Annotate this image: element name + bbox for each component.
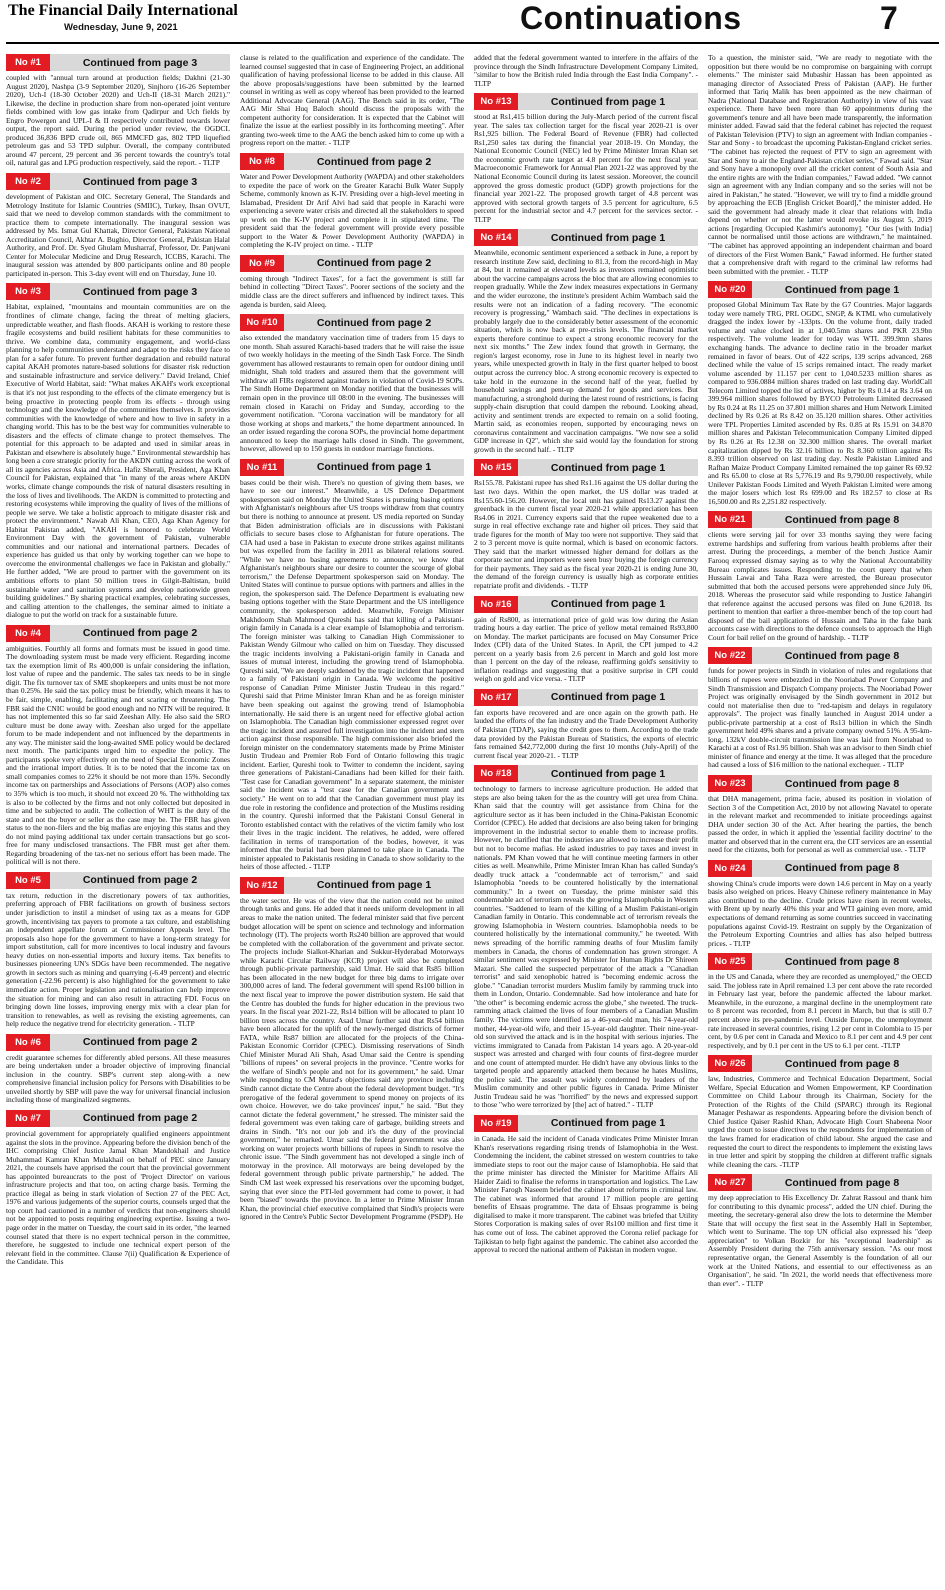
story-number: No #15 [474,459,518,476]
story [708,860,932,948]
story-number: No #22 [708,647,752,664]
story-body: added that the federal government wanted to interfere in the affairs of the province through the Sindh Infrastructure Development Company Limited, "similar to how the British ruled India through the East India Company". - TLTP [474,54,698,88]
continued-heading: Continued from page 1 [518,229,698,246]
story-number: No #10 [240,314,284,331]
column-4 [708,54,932,1584]
story [240,255,464,309]
continued-heading: Continued from page 2 [284,314,464,331]
story [474,54,698,88]
story [708,54,932,276]
continued-heading: Continued from page 8 [752,1174,932,1191]
story-number: No #19 [474,1115,518,1132]
story-header [6,283,230,300]
story [474,229,698,454]
issue-date: Wednesday, June 9, 2021 [64,22,178,33]
continued-heading: Continued from page 1 [284,459,464,476]
story [708,647,932,770]
story [240,877,464,1222]
story [6,872,230,1029]
story-body: that DHA management, prima facie, abused its position in violation of Section 3 of the Competition Act, 2010 by not allowing Navatel to operate in the relevant market and recommended to initiate proceedings against DHA under section 30 of the Act. After hearing the parties, the bench passed the order, in which it applied the 'essential facility doctrine' to the matter and observed that in the current era, the CIT services are an essential need for the citizens, both for personal as well as commercial use. - TLTP [708,794,932,855]
continued-heading: Continued from page 8 [752,775,932,792]
story [474,459,698,590]
continued-heading: Continued from page 8 [752,511,932,528]
story-header [6,1034,230,1051]
story-number: No #4 [6,625,50,642]
story-body: Meanwhile, economic sentiment experienced a setback in June, a report by research institute Zew said, declining to 81.3, from the record-high in May at 84, but it remained at elevated levels as investors remained optimistic about the vaccine campaigns across the bloc that are allowing economies to reopen gradually. While the Zew index measures expectations in Germany and the wider eurozone, the institute's president Achim Wambach said the results were not an indication of a fading recovery. "The economic recovery is progressing," Wambach said. "The declines in expectations is probably largely due to the considerably better assessment of the economic situation, which is now back at pre-crisis levels. The financial market experts therefore continue to expect a strong economic recovery for the next six months." The Zew index found that growth in Germany, the region's largest economy, rose in June to its highest level in nearly two years, while unexpected growth in Italy in the first quarter helped to boost output across the currency bloc. A strong economic recovery is expected to take hold in the eurozone in the second half of the year, fuelled by household savings and pent-up demand for goods and services. But manufacturing, a stronghold during the latest round of restrictions, is facing supply-chain disruption that could dampen the rebound. Looking ahead, activity and sentiment trends are expected to remain on a solid footing, Martin said, as economies reopen, supported by encouraging news on coronavirus containment and vaccination campaigns. "We now see a solid GDP increase in Q2", which she said would lay the foundation for strong growth in the second half. - TLTP [474,248,698,454]
story [708,511,932,642]
story-body: the water sector. He was of the view that the nation could not be united through tanks and guns. He added that it needs uniform development in all areas to make the nation united. The federal minister said that five percent budget allocation will be spent on science and technology and information technology (IT). The projects worth Rs240 billion are approved that would be completed with the collaboration of the government and private sector. The projects include Sialkot-Kharian and Sukkur-Hyderabad Motorways while Karachi Circular Railway (KCR) project will also be completed through public-private partnership, said Umar. He said that Rs85 billion has been allocated in the new budget for three big dams to irrigate over 300,000 acres of land. The federal government will spend Rs100 billion in the next fiscal year to improve the power distribution system. He said that the Centre has doubled the funds for higher education in the previous two years. In the fiscal year 2021-22, Rs14 billion will be allocated to plant 10 billion trees across the country. Asad Umar further said that Rs54 billion have been allocated for the uplift of the newly-merged districts of former FATA, while Rs87 billion are allocated for the projects of the China-Pakistan Economic Corridor (CPEC). Dismissing reservations of Sindh Chief Minister Murad Ali Shah, Asad Umar said the Centre is spending "billions of rupees" on several projects in the province. "Centre works for the welfare of Sindh's people and not for its government," he said. Umar while responding to CM Murad's objections said any province including Sindh cannot dictate the Centre about the federal development budget. "It's prerogative of the federal government to spend money on projects of its own choice. However, we do take provinces' input," he said. "But they cannot dictate the federal government," he stressed. The minister said the federal government was even taking care of garbage, building streets and drains in Sindh. "It's not our job and it's the duty of the provincial government," he remarked. Umar said the federal government was also working on water projects worth billions of rupees in Sindh to resolve the chronic issue. "The Sindh government has not developed a single inch of motorway in the province. All motorways are being developed by the federal government through public private partnership," he added. The Sindh CM last week expressed his reservations over the upcoming budget, saying that ever since the PTI-led government had come to power, it had been "biased" towards the province. In a letter to Prime Minister Imran Khan, the provincial chief executive complained that Sindh's projects were ignored in the Centre's Public Sector Development Programme (PSDP). He [240,895,464,1222]
continued-heading: Continued from page 2 [50,1110,230,1127]
story-body: fan exports have recovered and are once again on the growth path. He lauded the efforts of the fan industry and the Trade Development Authority of Pakistan (TDAP), saying the credit goes to them. According to the trade data provided by the Pakistan Bureau of Statistics, the exports of electric fans remained $42,772,000 during the first 10 months (July-April) of the current fiscal year 2020-21. - TLTP [474,707,698,760]
story-header [708,511,932,528]
story [6,625,230,867]
continued-heading: Continued from page 8 [752,953,932,970]
continued-heading: Continued from page 1 [518,689,698,706]
story-body: tax return, reduction in the discretionary powers of tax authorities, preferring approach of FBR facilitations on growth of business sectors under jurisdiction to instil a mindset of using tax as a means for GDP growth, incentivising tax payers to promote a tax culture, and establishing an independent appellate forum at Commissioner Appeals level. The proposals also hope for the government to have a long-term strategy for import substitution, call for more incentives to local industry and favours heavy duties on non-essential imports and luxury items. Tax benefits to businesses pioneering UN's SDGs have been recommended. The negative growth in sectors such as mining and quarrying (-6.49 percent) and electric generation (-22.96 percent) is also highlighted for the government to take immediate action. Proper legislation and rationalisation can help improve the situation for mining and can also result in attracting FDI. Focus on bringing down line losses, improving energy mix with a clear plan for transition to renewables, as well as revising the existing agreements, can help reduce the negative trend for electricity generation. - TLTP [6,890,230,1029]
story-number: No #17 [474,689,518,706]
page-number: 7 [880,0,898,36]
story-header [6,54,230,71]
continued-heading: Continued from page 1 [518,1115,698,1132]
story-header [474,1115,698,1132]
story-header [708,775,932,792]
story-number: No #6 [6,1034,50,1051]
continued-heading: Continued from page 1 [518,459,698,476]
story-number: No #25 [708,953,752,970]
story-header [474,93,698,110]
continued-heading: Continued from page 8 [752,1055,932,1072]
story [240,459,464,872]
story-number: No #24 [708,860,752,877]
story-header [708,647,932,664]
story-body: my deep appreciation to His Excellency Dr. Zahrat Rassoul and thank him for contributing to this dynamic process", added the UN chief. During the meeting, the secretary-general also drew the lots to determine the Member State that will occupy the first seat in the Assembly Hall in September, which went to Suriname. The top UN official also expressed his "deep appreciation" to Volkan Bozkir for his "exceptional leadership" as Assembly President during the 75th anniversary session. "As our most representative organ, the General Assembly is the foundation of all our work at the United Nations, and essential to our effectiveness as an Organisation", he said. "In 2021, the world needs that effectiveness more than ever". - TLTP [708,1193,932,1288]
story-number: No #21 [708,511,752,528]
story [708,953,932,1050]
story-number: No #1 [6,54,50,71]
story [6,1034,230,1105]
section-title: Continuations [520,0,742,36]
story [474,689,698,760]
story-body: bases could be their wish. There's no question of giving them bases, we have to see our interest." Meanwhile, a US Defence Department spokesperson said on Monday the United States is pursuing basing options with Afghanistan's neighbours after US troops withdraw from that country but there is nothing to announce at present. US media reported on Sunday that Biden administration officials are in discussions with Pakistani officials to secure bases close to Afghanistan for future operations. The CIA had used a base in Pakistan to execute drone strikes against militants but was expelled from the facility in 2011 as bilateral relations soured. "While we have no basing agreements to announce, we know that Afghanistan's neighbours share our desire to counter the scourge of global terrorism," the Defense Department spokesperson said on Monday. The United States will continue to pursue options with partners and allies in the region, the spokesperson said. The Defence Department is evaluating new basing options together with the State Department and the US intelligence community, the spokesperson added. Meanwhile, Foreign Minister Makhdoom Shah Mahmood Qureshi has said that killing of a Pakistani-origin family in Canada is a clear example of Islamophobia and terrorism. The foreign minister was talking to Canadian High Commissioner to Pakistan Wendy Gilmour who called on him on Tuesday. They discussed the tragic incidents involving a Pakistani-origin family in Canada and issues of mutual interest, including the growing trend of Islamophobia. Qureshi said, "We are deeply saddened by the tragic incident that happened to a family of Pakistani origin in Canada. We welcome the positive response of Canadian Prime Minister Justin Trudeau in this regard." Qureshi said that Prime Minister Imran Khan and he as foreign minister have been speaking out against the growing trend of Islamophobia internationally. He said there is an urgent need for effective global action on Islamophobia. The Canadian high commissioner expressed regret over the tragic incident and assured full investigation into the incident and stern action against those responsible. The high commissioner also briefed the foreign minister on the condemnatory statements made by Prime Minister Justin Trudeau and Premier Rob Ford of Ontario following this tragic incident. Earlier, Qureshi took to Twitter to condemn the incident, saying three generations of Pakistani-Canadians had been killed for their faith. "Test case for Canadian government" In a separate statement, the minister said the incident was a "test case for the Canadian government and society." He went on to add that the Canadian government must play its due role in restoring the confidence and protection of the Muslims residing in the country. Qureshi informed that the Pakistani Consul General in Toronto established contact with the relatives of the victim family who lost their lives in the tragic incident. The relatives, he added, were offered facilitation in terms of transportation of the bodies, however, it was informed that the burial had been planned to take place in Canada. The minister appealed to Pakistanis residing in Canada to show solidarity to the heirs of those affected. - TLTP [240,477,464,872]
story-number: No #27 [708,1174,752,1191]
story-header [708,860,932,877]
story-header [708,1174,932,1191]
story-number: No #23 [708,775,752,792]
story-header [708,953,932,970]
story-number: No #3 [6,283,50,300]
continued-heading: Continued from page 2 [50,872,230,889]
continued-heading: Continued from page 2 [284,153,464,170]
story-header [240,459,464,476]
story-body: credit guarantee schemes for differently abled persons. All these measures are being undertaken under a broader objective of improving financial inclusion in the country. SBP's current step along-with a new comprehensive financial inclusion policy for Persons with Disabilities to be unveiled shortly by SBP will pave the way for universal financial inclusion including those of marginalized segments. [6,1052,230,1105]
continued-heading: Continued from page 1 [518,596,698,613]
story [240,153,464,250]
story [708,281,932,506]
story-body: law, Industries, Commerce and Technical Education Department, Social Welfare, Special Education and Women Empowerment, KP Coordination Committee on Child Labour through its Chairman, Society for the Protection of the Rights of the Child (SPARC) through its Regional Manager Peshawar as respondents. Appearing before the division bench of Chief Justice Qaiser Rashid Khan, Advocate High Court Shabeena Noor urged the court to issue directives to the respondents for implementation of the laws framed for eradication of child labour. She argued the case and requested the court to direct the respondents to implement the existing laws in true letter and spirit by stopping the children at different traffic signals while cleaning the cars. -TLTP [708,1074,932,1169]
story-body: development of Pakistan and OIC. Secretary General, The Standards and Metrology Institute for Islamic Countries (SMIIC), Turkey, Ihsan OVUT, said that we need to develop common standards with the commitment to practice them to compete internationally. The inaugural session was addressed by Ms. Ismat Gul Khattak, Director General, Pakistan National Accreditation Council, Akhtar A. Bughio, Director General, Pakistan Halal Authority, and Prof. Dr. Syed Ghulam Musharraf, Professor, Dr. Panjwani Center for Molecular Medicine and Drug Research, ICCBS, Karachi. The inaugural session was attended by 800 participants online and 80 people participated in-person. This 3-day event will end on Thursday, June 10. [6,192,230,278]
story-body: ambiguities. Fourthly all forms and formats must be issued in good time. The downloading system must be made very efficient. Regarding income tax the exemption limit of Rs 400,000 is unfair considering the inflation, lost value of rupee and the pandemic. The sales tax needs to be in single digit. The fix turnover tax of SME shopkeepers and units must be not more than 0.25%. He said the tax policy must be friendly, which means it has to be fair, simple, enabling, facilitating and not scaring or threatening. The FBR said the CNIC would be good enough and no NTN will be required. It has not implemented this so far said Zeeshan Ally. He also said the SRO culture must be done away with. Zeeshan also urged for the appellate forum to be made independent and not influenced by the departments in any way. The minister said the long-awaited SME policy would be declared next month. The participants urged him to expedite the policy. The participants spoke very effectively on the need of Special Economic Zones and the irrational import duties. It is to be noted that the income tax on small companies comes to 22% it should be not more than 15%. Secondly income tax on partnerships and Associations of Persons (AOP) also comes to 35% which is too much, it should not exceed 20 %. The withholding tax is also to be collected by the firms and not only collected but deposited in time and be subjected to audit. The collection of WHT is the duty of the state and not the buyer or seller as the case may be. The FBR has given status to the non-filers and the big mafias are enjoying this status and they do not mind paying additional tax under certain transactions but go scot-free for many undisclosed transactions. The FBR must get after them. Regarding broadening of the tax-net no serious effort has been made. The political will is not there. [6,643,230,867]
story [708,1174,932,1288]
continued-heading: Continued from page 2 [50,1034,230,1051]
story-body: Habitat, explained, "mountains and mountain communities are on the frontlines of climate change, facing the threat of melting glaciers, unpredictable weather, and flash floods. AKAH is working to restore these fragile ecosystems and build resilient habitats for these communities to thrive. We combine data, community engagement, and world-class planning to help communities understand and adapt to the risks they face to plan for a safer future. To prevent further degradation and rebuild natural capital AKAH promotes nature-based solutions for disaster risk reduction and sustainable infrastructure and service delivery." David Ireland, Chief Executive of World Habitat, said: "What makes AKAH's work exceptional is that it's not just responding to the effects of the climate emergency but is being proactive in protecting people from its effects - through using technology and the knowledge of the communities themselves. It provides communities with the knowledge of where and how to live in safety in a changing world. This has to be the best way for communities vulnerable to disasters and the effects of climate change to protect themselves. The potential for this approach to be adapted and used in similar areas in Pakistan and elsewhere is absolutely huge." Environmental stewardship has long been a core strategic priority for the AKDN cutting across the work of all its agencies across Asia and Africa. Hafiz Sherali, President, Aga Khan Council for Pakistan, explained that "in many of the areas where AKDN works, climate change compounds the risk of natural disasters resulting in the loss of lives and livelihoods. The AKDN is committed to protecting and restoring ecosystems while improving the quality of lives of the millions of people we serve. We take a holistic approach to mitigate disaster risk and protect the environment." Nawab Ali Khan, CEO, Aga Khan Agency for Habitat Pakistan added, "AKAH is honored to celebrate World Environment Day with the government of Pakistan, vulnerable communities and our national and international partners. Decades of experience has guided us that only by working together can we hope to overcome the environmental challenges we face in Pakistan and globally." He further added, "We are proud to partner with the government on its ambitious efforts to plant 50 million trees in Gilgit-Baltistan, build sustainable water and sanitation systems and develop nationwide green building guidelines." By sharing practical examples, celebrating successes, and calling attention to the challenges, the seminar aimed to initiate a dialogue to put the world on track for a sustainable future. [6,302,230,620]
story-body: Water and Power Development Authority (WAPDA) and other stakeholders to expedite the pace of work on the Greater Karachi Bulk Water Supply Scheme, commonly known as K-IV. Presiding over a high-level meeting in Islamabad, President Dr Arif Alvi had said that people in Karachi were experiencing a severe water crisis and directed all the stakeholders to speed up work on the K-IV project and complete it in stipulated time. The president said that the federal government will provide every possible support to the Water & Power Development Authority (WAPDA) in completing the K-IV project on time. - TLTP [240,172,464,250]
story [474,93,698,224]
masthead-rule [6,42,939,44]
story-header [240,153,464,170]
story-number: No #2 [6,173,50,190]
story-number: No #20 [708,281,752,298]
story-number: No #7 [6,1110,50,1127]
column-1 [6,54,230,1584]
story [474,765,698,1110]
story-number: No #16 [474,596,518,613]
continued-heading: Continued from page 3 [50,283,230,300]
story [6,1110,230,1267]
story [6,173,230,278]
continued-heading: Continued from page 1 [518,93,698,110]
continued-heading: Continued from page 8 [752,647,932,664]
story-number: No #9 [240,255,284,272]
column-3 [474,54,698,1584]
story-header [474,229,698,246]
story-header [240,255,464,272]
story-number: No #5 [6,872,50,889]
story-header [474,765,698,782]
continued-heading: Continued from page 1 [518,765,698,782]
story-header [6,625,230,642]
continued-heading: Continued from page 1 [752,281,932,298]
continued-heading: Continued from page 2 [50,625,230,642]
story-body: clause is related to the qualification and experience of the candidate. The learned counsel suggested that in case of Engineering Project, an additional qualification of having professional license to be added in this clause. All the above proposals/suggestions have been submitted by the learned counsel in writing as well as copy whereof has been provided to the learned Additional Advocate General (AAG). The Bench said in its order, "The AAG Mir Shai Huq Baloch should discuss the proposals with the competent authority for consideration. It is expected that the Cabinet will finalize the issue at the earliest possibly in its forthcoming meeting". After granting two-week time to the AAG the bench asked him to come up with a progress report on the matter. - TLTP [240,54,464,148]
story-number: No #11 [240,459,284,476]
story-body: clients were serving jail for over 33 months saying they were facing extreme hardships and suffering from various health problems after their arrest. During the proceedings, a member of the bench Justice Aamir Farooq expressed dismay saying as to why the National Accountability Bureau complicates issues. Responding to the court query that when Hussain Lawai and Taha Raza were arrested, the Bureau prosecutor submitted that both the accused persons were apprehended since July 06, 2018. Whereas the prosecutor said while responding to Justice Jahangiri that reference against the accused persons was filed on June 6,2018. Its pertinent to mention that earlier a three-member bench of the top court had disposed of the bail applications of Hussain and Taha in the fake bank accounts case with directions to the defence counsels to approach the High Court for bail relief on the ground of hardship. - TLTP [708,530,932,642]
story [240,314,464,454]
story-header [240,314,464,331]
story [708,775,932,855]
story-header [474,459,698,476]
story-header [708,1055,932,1072]
continued-heading: Continued from page 2 [284,255,464,272]
story-body: stood at Rs1,415 billion during the July-March period of the current fiscal year. The sales tax collection target for the fiscal year 2020-21 is over Rs1,925 billion. The Federal Board of Revenue (FBR) had collected Rs1,250 sales tax during the financial year 2018-19. On Monday, the National Economic Council (NEC) led by Prime Minister Imran Khan set the economic growth rate target at 4.8 percent for the next fiscal year. Macroeconomic Framework for Annual Plan 2021-22 was approved by the National Economic Council during its latest session. Moreover, the council approved the gross domestic product (GDP) growth projections for the financial year 2021-22. The proposed growth target of 4.8 percent was approved with sectoral growth targets of 3.5 percent for agriculture, 6.5 percent for the industrial sector and 4.7 percent for the services sector. - TLTP [474,112,698,224]
story-number: No #8 [240,153,284,170]
story-number: No #26 [708,1055,752,1072]
story-number: No #12 [240,877,284,894]
column-2 [240,54,464,1584]
story-body: gain of Rs800, as international price of gold was low during the Asian trading hours a day earlier. The price of yellow metal remained Rs93,800 on Monday. The market participants are focused on May Consumer Price Index (CPI) data of the United States. In April, the CPI jumped to 4.2 percent on a yearly basis from 2.6 percent in March and gold lost more than 1 percent on the day of the release, reaffirming gold's sensitivity to inflation readings and suggesting that a positive surprise in CPI could weigh on gold and vice versa. - TLTP [474,614,698,684]
story-number: No #13 [474,93,518,110]
story-header [6,872,230,889]
story-body: proposed Global Minimum Tax Rate by the G7 Countries. Major laggards today were namely TRG, PRL OGDC, SNGP, & KTML who cumulatively dragged the index lower by -133pts. On the volume front, daily traded volume and value clocked in at 1,040.5mn shares and PKR 23.9bn respectively. The volume leader for today was WTL 399.9mn shares exchanging hands. The advance to decline ratio in the broader market remained in favor of bears. Out of 422 scrips, 139 scrips advanced, 268 declined while the value of 15 scrips remained intact. The ready market volume ascended by 11.157 per cent to 1,040.5233 million shares as compared to 936.0884 million shares traded on last trading day. WorldCall Telecom Limited topped the list of actives, higher by Rs 0.14 at Rs 3.64 on 399.964 million shares followed by BYCO Petroleum Limited decreased by Rs 0.24 at Rs 11.25 on 37.801 million shares and Hum Network Limited declined by Rs 0.26 at Rs 8.42 on 35.120 million shares. Other activities were TPL Properties Limited ascended by Rs. 0.85 at Rs 15.91 on 34.870 million shares and Pakistan Telecommunication Company Limited dipped by Rs 0.26 at Rs 12.38 on 32.300 million shares. The overall market capitalization dipped by Rs 32.16 billion to Rs 8.360 trillion against Rs 8.393 trillion observed on last trading day. Nestle Pakistan Limited and Rafhan Maize Product Company Limited remained the top gainer Rs 69.92 and Rs 65.00 to close at Rs 5,776.19 and Rs 9,790.00 respectively, while Unilever Pakistan Foods Limited and Wyeth Pakistan Limited were among the major losers which lost Rs 699.00 and Rs 182.57 to close at Rs 16,500.00 and Rs 2,251.82 respectively. [708,300,932,506]
story-header [6,1110,230,1127]
story-body: coming through "Indirect Taxes", for a fact the government is still far behind in collecting "Direct Taxes". Poorer sections of the society and the middle class are the direct sufferers and influenced by indirect taxes. This agenda is burden, said Aleeq. [240,273,464,309]
masthead [0,0,945,44]
story-header [474,596,698,613]
story-body: To a question, the minister said, "We are ready to negotiate with the opposition but there would be no compromise on bargaining with corrupt elements." The minister said Mubashir Hassan has been appointed as managing director of Associated Press of Pakistan (AAP). He further informed that Tariq Malik has been appointed as the new chairman of Nadra (National Database and Registration Authority) in view of his vast experience. There have been more than 60 appointments during the government's tenure and all have been made transparently, the information minister added. Fawad said that the federal cabinet has rejected the request of Pakistan Television (PTV) to sign an agreement with Indian companies - Star and Sony - to broadcast the upcoming Pakistan-England cricket series. "The cabinet has rejected the request of PTV to sign an agreement with Star and Sony to air the England-Pakistan cricket series," Fawad said. "Star and Sony have a monopoly over all the cricket content of South Asia and the entire rights are with the Indian companies," Fawad added. "We cannot sign an agreement with any Indian company and so the series will not be aired in Pakistan," he stated. "However, we will try to find a middle ground by approaching the ECB [English Cricket Board]," the minister added. He said the government had already made it clear that relations with India depend on whether or not the latter would revoke its August 5, 2019 actions [regarding Occupied Kashmir's autonomy]. "Our ties [with India] cannot be normalised until those actions are withdrawn," he maintained. "The cabinet has approved appointing an independent chairman and board of directors of the First Women Bank," Fawad informed. He further stated that a comprehensive draft with regard to the criminal law reforms had been submitted with the premier. - TLTP [708,54,932,276]
continued-heading: Continued from page 8 [752,860,932,877]
continued-heading: Continued from page 3 [50,173,230,190]
story-number: No #14 [474,229,518,246]
story-number: No #18 [474,765,518,782]
story-header [474,689,698,706]
story-header [240,877,464,894]
continued-heading: Continued from page 1 [284,877,464,894]
story-body: coupled with "annual turn around at production fields; Dakhni (21-30 August 2020), Nashpa (3-9 September 2020), Sinjhoro (16-26 September 2020), Uch-I (18-30 October 2020) and Uch-II (18-31 March 2021)." Likewise, the decline in production share from non-operated joint venture fields combined with low gas intake from Qadirpur and Uch fields by Engro Powergen and UPL-I & II respectively contributed towards lower output, the report said. During the period under review, the OGDCL produced 36,836 BPD crude oil, 865 MMCFD gas, 802 TPD liquefied petroleum gas and 53 TPD sulphur. Overall, the company contributed around 47 percent, 29 percent and 36 percent towards the country's total oil, natural gas and LPG production respectively, said the report. - TLTP [6,73,230,168]
story [240,54,464,148]
story-body: showing China's crude imports were down 14.6 percent in May on a yearly basis also weighed on prices. Heavy Chinese refinery maintenance in May also contributed to the decline. Crude prices have risen in recent weeks, with Brent up by nearly 40% this year and WTI gaining even more, amid expectations of demand returning as some countries succeed in vaccinating populations against Covid-19. Restraint on supply by the Organization of the Petroleum Exporting Countries and allies has also helped buttress prices. - TLTP [708,878,932,948]
story-body: funds for power projects in Sindh in violation of rules and regulations that billions of rupees were embezzled in the Nooriabad Power Company and Sindh Transmission and Dispatch Company projects. The Nooriabad Power Project was originally envisaged by the Sindh government in 2012 but could not materialise then due to "red-tapism and delays in regulatory approvals". The project was finally launched in August 2014 under a public-private partnership at a cost of Rs13 billion in which the Sindh government held 49% shares and a private company owned 51%. A 95-km-long, 132kV double-circuit transmission line was laid from Nooriabad to Karachi at a cost of Rs1.95 billion. Shah was an advisor to then Sindh chief minister of finance and energy at the time. It was alleged that the procedure had caused a loss of $16 million to the national exchequer. - TLTP [708,666,932,770]
continued-heading: Continued from page 3 [50,54,230,71]
story-body: technology to farmers to increase agriculture production. He added that steps are also being taken for the as the country will get urea from China. Khan said that the country will get assistance from China for the agriculture sector as it has been included in the China-Pakistan Economic Corridor (CPEC). He added that decisions are also being taken for bringing improvement in the industrial sector to enable them to increase profits. However, he clarified that the industries are allowed to increase their profit but not to become mafias. He asked industries to pay taxes and invest in nationals. PM Khan vowed that he will continue meeting farmers in other cities as well. Meanwhile, Prime Minister Imran Khan has called Sunday's deadly truck attack a "condemnable act of terrorism," and said Islamophobia "needs to be countered holistically by the international community." In a tweet on Tuesday, the prime minister said this condemnable act of terrorism reveals the growing Islamophobia in Western countries. "Saddened to learn of the killing of a Muslim Pakistani-origin Canadian family in Ontario. This condemnable act of terrorism reveals the growing Islamophobia in Western countries. Islamophobia needs to be countered holistically by the international community," he tweeted. With news spreading of the horrific ramming deaths of four Muslim family members in Canada, the chorus of condemnation has grown stronger. A similar sentiment was expressed by Minister for Human Rights Dr Shireen Mazari. She called the suspected perpetrator of the attack a "Canadian terrorist" and said xenophobic hatred is "becoming endemic across the globe." "Canadian terrorist murders Muslim family by ramming truck into them in London, Ontario. Condemnable. Sad how intolerance and hate for "the other" is becoming endemic across the globe," she tweeted. The truck-ramming attack claimed the lives of four members of a Canadian Muslim family. The victims were identified as a 46-year-old man, his 74-year-old mother, 44-year-old wife, and their 15-year-old daughter. Their nine-year-old son survived the attack and is in the hospital with serious injuries. The victims immigrated to Canada from Pakistan 14 years ago. A 20-year-old suspect was arrested and charged with four counts of first-degree murder and one count of attempted murder. He didn't have any obvious links to the targeted people and apparently attacked them because he hates Muslims, the police said. The assault was widely condemned by leaders of the Muslim community and other public figures in Canada. Prime Minister Justin Trudeau said he was "horrified" by the news and expressed support to those "who were terrorized by [the] act of hatred." - TLTP [474,784,698,1110]
story-header [6,173,230,190]
story [708,1055,932,1169]
story [474,1115,698,1255]
story-body: in the US and Canada, where they are recorded as unemployed," the OECD said. The jobless rate in April remained 1.3 per cent above the rate recorded in February last year, before the pandemic affected the labour market. Meanwhile, in the eurozone, a marginal decline in the unemployment rate to 8 percent was recorded, from 8.1 percent in March, but that is still 0.7 percent above its pre-pandemic level. Outside Europe, the unemployment rate increased in several countries, rising 1.2 per cent in Colombia to 15 per cent, by 0.6 per cent in Canada and Mexico to 8.1 per cent and 4.9 per cent respectively, and by 0.1 per cent in the US to 6.1 per cent. -TLTP [708,972,932,1050]
story [6,54,230,168]
story-body: provincial government for appropriately qualified engineers appointment against the slots in the province. Appearing before the division bench of the IHC comprising Chief Justice Jamal Khan Mandokhail and Justice Muhammad Kamran Khan Mulakhail on behalf of PEC since January 2021, the counsels have apprised the court that the provincial government has appointed bureaucrats to the post of 'Project Director' on various infrastructure projects and that too, on acting charge basis. Terming the practice illegal as being in stark violation of Section 27 of the PEC Act, 1976 and various judgements of the superior courts, counsels urged that the top court had cautioned in a number of verdicts that non-engineers should not be appointed to posts requiring engineering expertise. Issuing a two-page order in the matter on Tuesday, the court said in its order, "the learned counsel stated that there is no expert technical person in the committee, therefore, he suggested to include one technical expert person of the relevant field in the committee. Clause 7(ii) Qualification & Experience of the Candidate. This [6,1128,230,1267]
story-body: also extended the mandatory vaccination time of traders from 15 days to one month. Shah assured Karachi-based traders that he will raise the issue of two weekly holidays in the meeting of the Sindh Task Force. The Sindh government has allowed restaurants to remain open for outdoor dining until midnight, Shah told traders and assured them that the government will withdraw all FIRs registered against traders in violation of Covid-19 SOPs. The Sindh Home Department on Monday notified that the businesses will remain open in the province till 08:00 in the evening. The businesses will remain closed in Karachi on Friday and Sunday, according to the government notification. "Corona vaccination will be mandatory for all those working at shops and markets," the home department announced. In an order issued regarding the corona SOPs, the provincial home department announced to keep the marriage halls closed in Sindh. The government, however, allowed up to 150 guests in outdoor marriage functions. [240,333,464,454]
story [474,596,698,684]
story-body: Rs155.78. Pakistani rupee has shed Rs1.16 against the US dollar during the last two days. Within the open market, the US dollar was traded at Rs155.60-156.20. However, the local unit has gained Rs13.27 against the greenback in the current fiscal year 2020-21 while appreciation has been Rs4.06 in 2021. Currency experts said that the rupee weakened due to a surge in real effective exchange rate and higher oil prices. They said that trade figures for the month of May too were not supportive. They said that 2 to 3 percent move is quite normal, which is based on economic factors. They said that the market witnessed higher demand for dollars as the corporate sector and importers were seen busy buying the foreign currency for their payments. They said as the fiscal year 2020-21 is ending June 30, the demand of the foreign currency is usually high as corporate entities repatriate profit and dividends. - TLTP [474,478,698,590]
newspaper-name: The Financial Daily International [8,2,238,19]
story-body: in Canada. He said the incident of Canada vindicates Prime Minister Imran Khan's reservations regarding rising trends of Islamophobia in the West. Condemning the incident, the cabinet stressed on western countries to take immediate steps to root out the major cause of Islamophobia. He said that the prime minister has directed the Minister for Maritime Affairs Ali Haider Zaidi to finalise the reforms in transportation and logistics. The Law Minister Farogh Naseem briefed the cabinet about reforms in criminal law. The cabinet was informed that around 17 million people are getting benefits of Ehsaas programme. The data of Ehsaas programme is being digitalised to make it more transparent. The cabinet was briefed that Utility Stores Corporation is making sales of over Rs100 million and first time it has come out of loss. The cabinet approved the Corona relief package for Tajikistan to help fight against the pandemic. The cabinet also accorded the approval to record the national anthem of Pakistan in modern vogue. [474,1133,698,1255]
story-header [708,281,932,298]
story [6,283,230,619]
